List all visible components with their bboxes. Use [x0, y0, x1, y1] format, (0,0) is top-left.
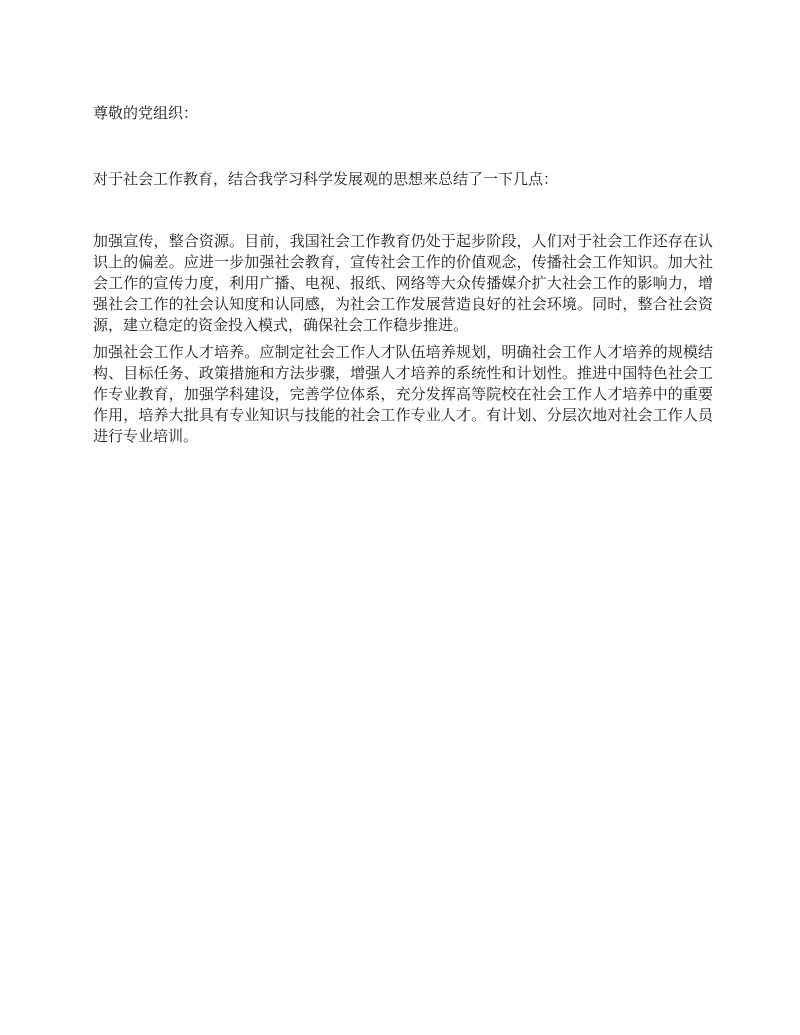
- body-paragraph-publicity: 加强宣传，整合资源。目前，我国社会工作教育仍处于起步阶段，人们对于社会工作还存在认识上的偏差。应进一步加强社会教育，宣传社会工作的价值观念，传播社会工作知识。加大社会工作的宣传力度，利用广播、电视、报纸、网络等大众传播媒介扩大社会工作的影响力，增强社会工作的社会认知度和认同感，为社会工作发展营造良好的社会环境。同时，整合社会资源，建立稳定的资金投入模式，确保社会工作稳步推进。: [93, 232, 713, 334]
- body-paragraph-talent-training: 加强社会工作人才培养。应制定社会工作人才队伍培养规划，明确社会工作人才培养的规模结构、目标任务、政策措施和方法步骤，增强人才培养的系统性和计划性。推进中国特色社会工作专业教育，加强学科建设，完善学位体系，充分发挥高等院校在社会工作人才培养中的重要作用，培养大批具有专业知识与技能的社会工作专业人才。有计划、分层次地对社会工作人员进行专业培训。: [93, 343, 713, 445]
- intro-paragraph: 对于社会工作教育，结合我学习科学发展观的思想来总结了一下几点：: [93, 170, 559, 188]
- salutation: 尊敬的党组织：: [93, 104, 199, 122]
